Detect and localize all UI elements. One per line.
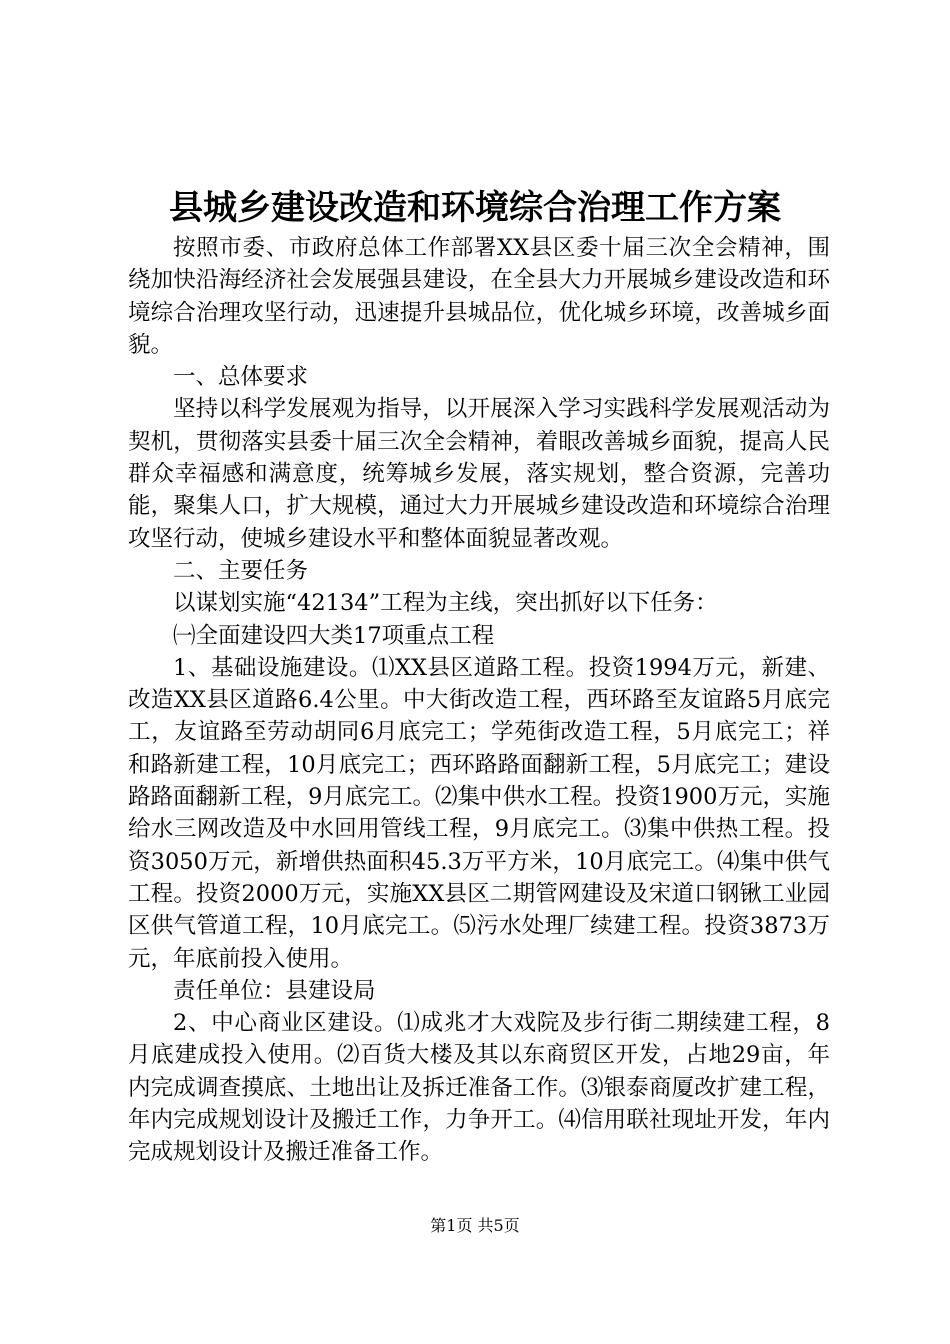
- document-title: 县城乡建设改造和环境综合治理工作方案: [169, 188, 781, 228]
- paragraph-intro: 按照市委、市政府总体工作部署XX县区委十届三次全会精神，围绕加快沿海经济社会发展强县建设，在全县大力开展城乡建设改造和环境综合治理攻坚行动，迅速提升县城品位，优化城乡环境，改善城乡面貌。: [128, 235, 830, 358]
- subsection-heading-key-projects: ㈠全面建设四大类17项重点工程: [173, 622, 495, 649]
- paragraph-general-requirements: 坚持以科学发展观为指导，以开展深入学习实践科学发展观活动为契机，贯彻落实县委十届三次全会精神，着眼改善城乡面貌，提高人民群众幸福感和满意度，统筹城乡发展，落实规划，整合资源，完善功能，聚集人口，扩大规模，通过大力开展城乡建设改造和环境综合治理攻坚行动，使城乡建设水平和整体面貌显著改观。: [128, 396, 830, 552]
- section-heading-general-requirements: 一、总体要求: [173, 364, 309, 391]
- paragraph-commercial-district: 2、中心商业区建设。⑴成兆才大戏院及步行街二期续建工程，8月底建成投入使用。⑵百货大楼及其以东商贸区开发，占地29亩，年内完成调查摸底、土地出让及拆迁准备工作。⑶银泰商厦改扩建工程，年内完成规划设计及搬迁工作，力争开工。⑷信用联社现址开发，年内完成规划设计及搬迁准备工作。: [128, 1010, 830, 1166]
- paragraph-infrastructure: 1、基础设施建设。⑴XX县区道路工程。投资1994万元，新建、改造XX县区道路6.4公里。中大街改造工程，西环路至友谊路5月底完工，友谊路至劳动胡同6月底完工；学苑街改造工程，5月底完工；祥和路新建工程，10月底完工；西环路路面翻新工程，5月底完工；建设路路面翻新工程，9月底完工。⑵集中供水工程。投资1900万元，实施给水三网改造及中水回用管线工程，9月底完工。⑶集中供热工程。投资3050万元，新增供热面积45.3万平方米，10月底完工。⑷集中供气工程。投资2000万元，实施XX县区二期管网建设及宋道口钢锹工业园区供气管道工程，10月底完工。⑸污水处理厂续建工程。投资3873万元，年底前投入使用。: [128, 654, 830, 972]
- page-footer: 第1页 共5页: [430, 1216, 520, 1235]
- paragraph-main-tasks-intro: 以谋划实施“42134”工程为主线，突出抓好以下任务：: [173, 590, 718, 617]
- document-body: [128, 232, 830, 1169]
- section-heading-main-tasks: 二、主要任务: [173, 557, 309, 584]
- paragraph-responsible-unit: 责任单位：县建设局: [173, 977, 376, 1004]
